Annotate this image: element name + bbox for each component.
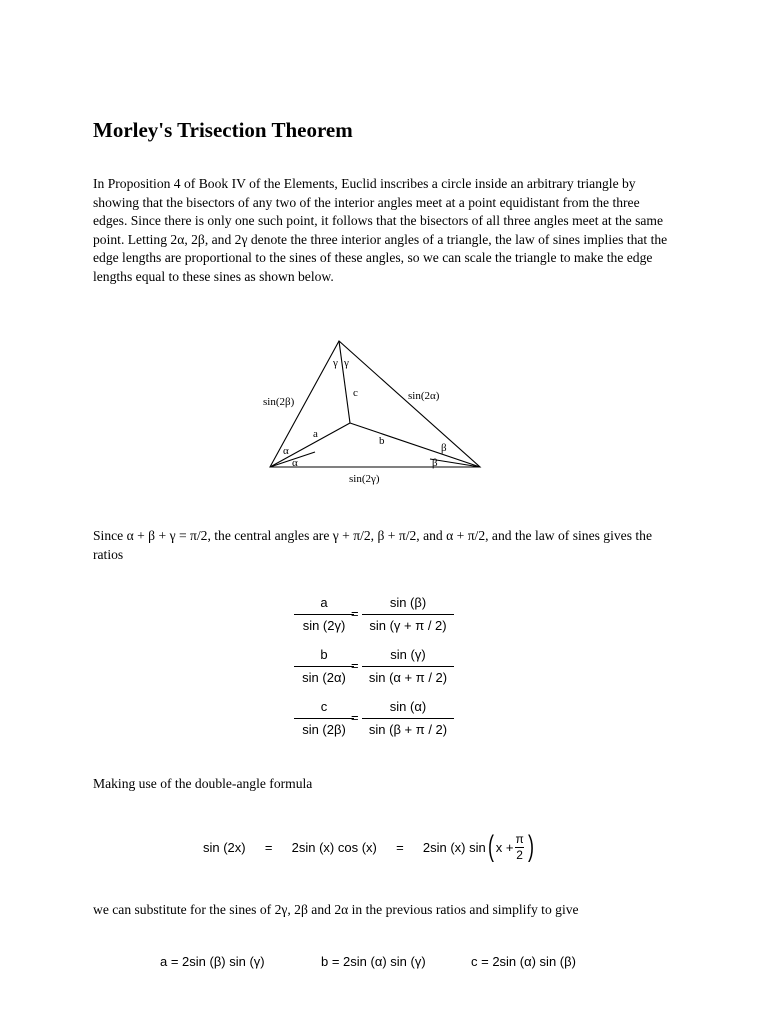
result-equations	[160, 954, 600, 976]
formula-lhs: sin (2x)	[203, 839, 246, 855]
numerator: sin (α)	[389, 699, 427, 714]
fraction-right	[362, 696, 454, 741]
denominator: sin (2β)	[302, 722, 346, 737]
since-paragraph: Since α + β + γ = π/2, the central angles are γ + π/2, β + π/2, and α + π/2, and the law of sines gives the ratios	[93, 528, 652, 562]
fraction-left	[294, 696, 354, 741]
double-angle-formula	[203, 826, 536, 868]
fraction-numerator: π	[515, 831, 524, 846]
pi-over-two	[515, 832, 523, 863]
label-beta-bottom: β	[432, 457, 438, 469]
label-beta-top: β	[441, 442, 447, 454]
ratio-equations	[290, 592, 470, 748]
fraction-left	[294, 644, 354, 689]
denominator: sin (β + π / 2)	[368, 722, 448, 737]
denominator: sin (2α)	[302, 670, 346, 685]
label-side-right: sin(2α)	[408, 390, 440, 402]
formula-rhs-prefix: 2sin (x) sin	[422, 839, 486, 855]
segment-c	[339, 341, 350, 423]
label-edge-a: a	[313, 428, 318, 440]
open-paren: (	[487, 830, 494, 863]
triangle-diagram	[255, 335, 485, 495]
numerator: sin (β)	[389, 595, 427, 610]
label-gamma-right: γ	[344, 357, 349, 369]
label-gamma-left: γ	[333, 357, 338, 369]
ratio-row-b	[290, 644, 470, 696]
formula-x-plus: x +	[495, 839, 514, 855]
denominator: sin (2γ)	[302, 618, 346, 633]
label-alpha-top: α	[283, 445, 289, 457]
numerator: c	[320, 699, 328, 714]
fraction-right	[362, 592, 454, 637]
equals-sign: =	[351, 606, 359, 621]
denominator: sin (γ + π / 2)	[369, 618, 447, 633]
formula-middle: 2sin (x) cos (x)	[291, 839, 377, 855]
making-use-paragraph: Making use of the double-angle formula	[93, 776, 313, 791]
ratio-row-a	[290, 592, 470, 644]
numerator: a	[320, 595, 328, 610]
equals-sign: =	[264, 839, 273, 855]
outer-triangle	[270, 341, 480, 467]
substitute-paragraph: we can substitute for the sines of 2γ, 2β and 2α in the previous ratios and simplify to give	[93, 902, 579, 917]
numerator: b	[320, 647, 328, 662]
result-a: a = 2sin (β) sin (γ)	[160, 954, 265, 969]
fraction-denominator: 2	[516, 847, 523, 862]
close-paren: )	[527, 830, 534, 863]
fraction-left	[294, 592, 354, 637]
label-edge-b: b	[379, 435, 385, 447]
label-edge-c: c	[353, 387, 358, 399]
page-title: Morley's Trisection Theorem	[93, 118, 353, 142]
intro-paragraph: In Proposition 4 of Book IV of the Elements, Euclid inscribes a circle inside an arbitrary triangle by showing that the bisectors of any two of the interior angles meet at a point equidistant from the three edges. Since there is only one such point, it follows that the bisectors of all three angles meet at the same point. Letting 2α, 2β, and 2γ denote the three interior angles of a triangle, the law of sines implies that the edge lengths are proportional to the sines of these angles, so we can scale the triangle to make the edge lengths equal to these sines as shown below.	[93, 176, 668, 284]
equals-sign: =	[396, 839, 404, 855]
label-base: sin(2γ)	[349, 473, 380, 485]
label-side-left: sin(2β)	[263, 396, 295, 408]
denominator: sin (α + π / 2)	[368, 670, 448, 685]
numerator: sin (γ)	[390, 647, 426, 662]
equals-sign: =	[351, 710, 359, 725]
label-alpha-bottom: α	[292, 457, 298, 469]
equals-sign: =	[351, 658, 359, 673]
result-b: b = 2sin (α) sin (γ)	[321, 954, 426, 969]
fraction-right	[362, 644, 454, 689]
segment-b	[350, 423, 480, 467]
ratio-row-c	[290, 696, 470, 748]
result-c: c = 2sin (α) sin (β)	[471, 954, 576, 969]
